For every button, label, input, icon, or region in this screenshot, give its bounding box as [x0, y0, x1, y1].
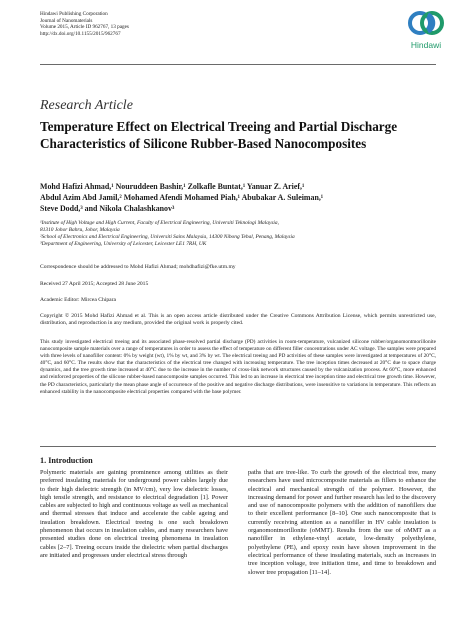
logo-text: Hindawi [410, 40, 442, 50]
copyright-notice: Copyright © 2015 Mohd Hafizi Ahmad et al. This is an open access article distributed under the Creative Commons Attribution License, which permits unrestricted use, distribution, and reproduction in any medium, provided the original work is properly cited. [40, 313, 436, 326]
doi-link[interactable]: http://dx.doi.org/10.1155/2015/962767 [40, 30, 121, 37]
correspondence: Correspondence should be addressed to Mohd Hafizi Ahmad; mohdhafizi@fke.utm.my [40, 264, 236, 270]
affiliation-line: ²School of Electronics and Electrical Engineering, Universiti Sains Malaysia, 14300 Nibong Tebal, Penang, Malaysia [40, 234, 295, 240]
body-column-left: Polymeric materials are gaining prominence among utilities as their preferred insulating materials for underground power cables largely due to their high dielectric strength (in MV/cm), very low dielectric losses, high tensile strength, and resistance to electrical degradation [1]. Power cables are subjected to high and continuous voltage as well as mechanical and thermal stresses that induce and accelerate the cable ageing and insulation breakdown. Electrical treeing is one such breakdown phenomenon that occurs in insulation cables, and many researchers have presented studies done on electrical treeing phenomena in insulation cables [2–7]. Treeing occurs inside the dielectric when partial discharges are initiated and progresses under electrical stress through [40, 469, 228, 559]
affiliation-line: 81310 Johor Bahru, Johor, Malaysia [40, 227, 120, 233]
article-type: Research Article [40, 98, 133, 113]
abstract-rule [40, 446, 436, 447]
hindawi-rings-icon [406, 8, 446, 40]
author-list [40, 181, 440, 214]
academic-editor: Academic Editor: Mircea Chipara [40, 297, 116, 303]
received-dates: Received 27 April 2015; Accepted 28 June 2015 [40, 281, 149, 287]
author-line: Abdul Azim Abd Jamil,² Mohamed Afendi Mohamed Piah,¹ Abubakar A. Suleiman,¹ [40, 193, 324, 202]
affiliation-line: ¹Institute of High Voltage and High Current, Faculty of Electrical Engineering, Universiti Teknologi Malaysia, [40, 220, 279, 226]
hindawi-logo [406, 8, 446, 52]
affiliation-line: ³Department of Engineering, University of Leicester, Leicester LE1 7RH, UK [40, 241, 207, 247]
body-column-right: paths that are tree-like. To curb the growth of the electrical tree, many researchers have used microcomposite materials as fillers to enhance the electrical and mechanical strength of the polymer. However, the increasing demand for power and further research has led to the discovery and use of nanocomposite polymers with the addition of nanofillers due to their excellent performance [8–10]. One such nanocomposite that is currently receiving attention as a nanofiller in HV cable insulation is organomontmorillonite (oMMT). Results from the use of oMMT as a nanofiller in ethylene-vinyl acetate, low-density polyethylene, polyethylene (PE), and epoxy resin have shown improvement in the electrical performance of these insulating materials, such as increases in tree inception voltage, tree initiation time, and time to breakdown and slower tree propagation [11–14]. [248, 469, 436, 576]
publisher-name: Hindawi Publishing Corporation [40, 11, 108, 17]
author-line: Steve Dodd,³ and Nikola Chalashkanov³ [40, 204, 175, 213]
author-line: Mohd Hafizi Ahmad,¹ Nouruddeen Bashir,¹ Zolkafle Buntat,¹ Yanuar Z. Arief,¹ [40, 182, 305, 191]
abstract: This study investigated electrical treeing and its associated phase-resolved partial discharge (PD) activities in room-temperature, vulcanized silicone rubber/organomontmorillonite nanocomposite sample materials over a range of temperatures in order to assess the effect of temperature on different filler concentrations under AC voltage. The samples were prepared with three levels of nanofiller content: 0% by weight (wt), 1% by wt, and 3% by wt. The electrical treeing and PD activities of these samples were investigated at temperatures of 20°C, 40°C, and 60°C. The results show that the characteristics of the electrical tree changed with increasing temperature. The tree inception times decreased at 20°C due to space charge dynamics, and the tree growth time increased at 40°C due to the increase in the number of cross-link network structures caused by the vulcanization process. At 60°C, more enhanced and reinforced properties of the silicone rubber-based nanocomposite samples occurred. This led to an increase in electrical tree inception time and electrical tree growth time. However, the PD characteristics, particularly the mean phase angle of occurrence of the positive and negative discharge distributions, were insensitive to variations in temperature. This reflects an enhanced stability in the nanocomposite electrical properties compared with the base polymer. [40, 339, 436, 395]
volume-info: Volume 2015, Article ID 962767, 13 pages [40, 24, 129, 31]
section-heading: 1. Introduction [40, 456, 93, 465]
header-rule [40, 64, 436, 65]
journal-info [40, 11, 129, 37]
affiliation-list [40, 220, 440, 248]
paper-title: Temperature Effect on Electrical Treeing and Partial Discharge Characteristics of Silicone Rubber-Based Nanocomposites [40, 119, 398, 151]
journal-name: Journal of Nanomaterials [40, 17, 93, 24]
